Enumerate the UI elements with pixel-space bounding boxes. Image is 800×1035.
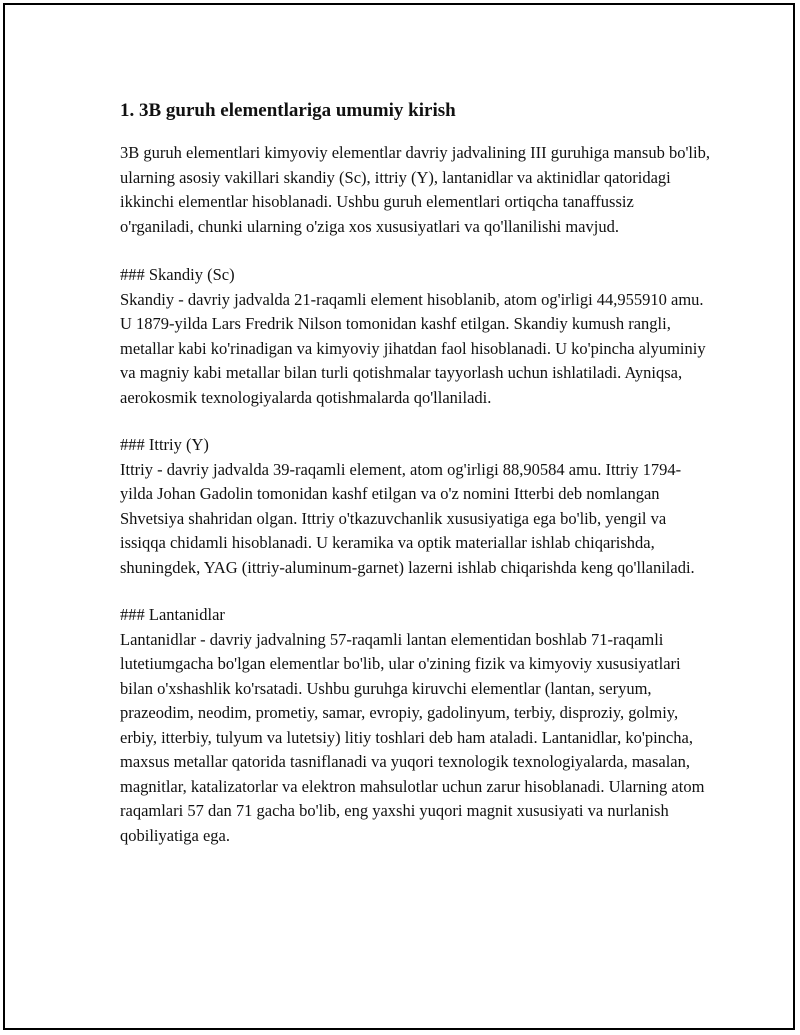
section-heading-lantanidlar: ### Lantanidlar <box>120 605 225 624</box>
section-body-ittriy: Ittriy - davriy jadvalda 39-raqamli element, atom og'irligi 88,90584 amu. Ittriy 1794-yilda Johan Gadolin tomonidan kashf etilgan va o'z nomini Itterbi deb nomlangan Shvetsiya shahridan olgan. Ittriy o'tkazuvchanlik xususiyatiga ega bo'lib, yengil va issiqqa chidamli hisoblanadi. U keramika va optik materiallar ishlab chiqarishda, shuningdek, YAG (ittriy-aluminum-garnet) lazerni ishlab chiqarishda keng qo'llaniladi. <box>120 459 695 577</box>
section-heading-skandiy: ### Skandiy (Sc) <box>120 265 235 284</box>
document-content <box>120 98 710 871</box>
section-body-skandiy: Skandiy - davriy jadvalda 21-raqamli element hisoblanib, atom og'irligi 44,955910 amu. U 1879-yilda Lars Fredrik Nilson tomonidan kashf etilgan. Skandiy kumush rangli, metallar kabi ko'rinadigan va kimyoviy jihatdan faol hisoblanadi. U ko'pincha alyuminiy va magniy kabi metallar bilan turli qotishmalar tayyorlash uchun ishlatiladi. Ayniqsa, aerokosmik texnologiyalarda qotishmalarda qo'llaniladi. <box>120 289 706 407</box>
section-lantanidlar <box>120 603 710 848</box>
section-skandiy <box>120 263 710 410</box>
document-title: 1. 3B guruh elementlariga umumiy kirish <box>120 100 456 121</box>
section-ittriy <box>120 433 710 580</box>
section-body-lantanidlar: Lantanidlar - davriy jadvalning 57-raqamli lantan elementidan boshlab 71-raqamli lutetiumgacha bo'lgan elementlar bo'lib, ular o'zining fizik va kimyoviy xususiyatlari bilan o'xshashlik ko'rsatadi. Ushbu guruhga kiruvchi elementlar (lantan, seryum, prazeodim, neodim, prometiy, samar, evropiy, gadolinyum, terbiy, disproziy, golmiy, erbiy, itterbiy, tulyum va lutetsiy) litiy toshlari deb ham ataladi. Lantanidlar, ko'pincha, maxsus metallar qatorida tasniflanadi va yuqori texnologik texnologiyalarda, masalan, magnitlar, katalizatorlar va elektron mahsulotlar uchun zarur hisoblanadi. Ularning atom raqamlari 57 dan 71 gacha bo'lib, eng yaxshi yuqori magnit xususiyati va nurlanish qobiliyatiga ega. <box>120 629 705 845</box>
section-heading-ittriy: ### Ittriy (Y) <box>120 435 209 454</box>
intro-paragraph: 3B guruh elementlari kimyoviy elementlar davriy jadvalining III guruhiga mansub bo'lib, ularning asosiy vakillari skandiy (Sc), ittriy (Y), lantanidlar va aktinidlar qatoridagi ikkinchi elementlar hisoblanadi. Ushbu guruh elementlari ortiqcha tanaffussiz o'rganiladi, chunki ularning o'ziga xos xususiyatlari va qo'llanilishi mavjud. <box>120 143 710 236</box>
page-frame <box>3 3 795 1030</box>
